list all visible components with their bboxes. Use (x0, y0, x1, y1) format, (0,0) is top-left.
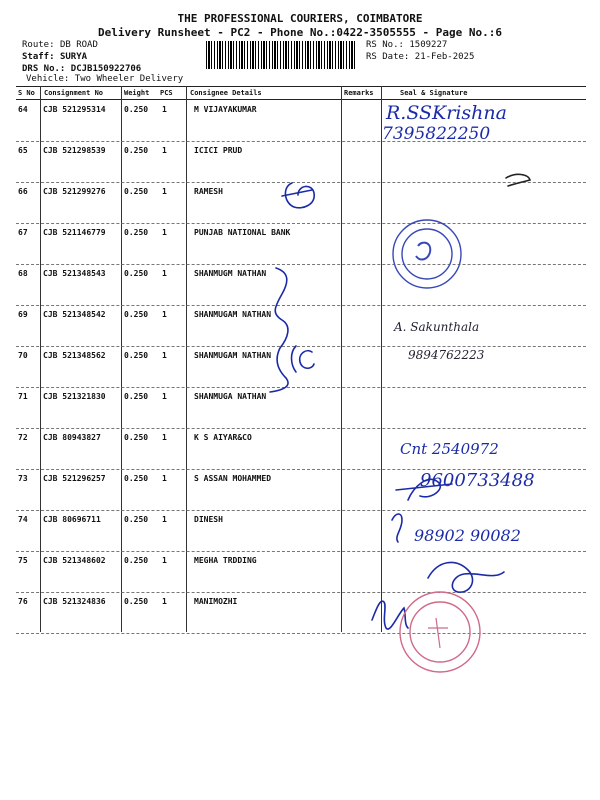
staff-value: SURYA (59, 52, 88, 62)
weight-cell: 0.250 (124, 269, 149, 278)
sno-cell: 75 (18, 556, 28, 565)
weight-cell: 0.250 (124, 392, 149, 401)
sno-cell: 73 (18, 474, 28, 483)
rs-no-value: 1509227 (409, 40, 448, 50)
consignee-cell: K S AIYAR&CO (194, 433, 252, 442)
consignment-cell: CJB 521146779 (43, 228, 106, 237)
signature-66-tail (282, 190, 312, 196)
col-weight: Weight (124, 89, 150, 97)
pcs-cell: 1 (162, 351, 167, 360)
col-consignee: Consignee Details (190, 89, 262, 97)
handwritten-phone-74: 98902 90082 (414, 526, 521, 545)
consignment-cell: CJB 521298539 (43, 146, 106, 155)
weight-cell: 0.250 (124, 146, 149, 155)
signature-74 (392, 514, 402, 542)
bracket-68-71 (270, 268, 288, 392)
col-pcs: PCS (160, 89, 173, 97)
rs-date-value: 21-Feb-2025 (414, 52, 475, 62)
consignee-cell: RAMESH (194, 187, 223, 196)
consignee-cell: SHANMUGAM NATHAN (194, 310, 272, 319)
weight-cell: 0.250 (124, 433, 149, 442)
consignment-cell: CJB 521296257 (43, 474, 106, 483)
col-remarks: Remarks (344, 89, 374, 97)
consignment-cell: CJB 80696711 (43, 515, 101, 524)
drs-value: DCJB150922706 (70, 64, 142, 74)
sno-cell: 68 (18, 269, 28, 278)
company-title: THE PROFESSIONAL COURIERS, COIMBATORE (177, 12, 423, 25)
consignee-cell: ICICI PRUD (194, 146, 243, 155)
sno-cell: 66 (18, 187, 28, 196)
sno-cell: 67 (18, 228, 28, 237)
weight-cell: 0.250 (124, 228, 149, 237)
drs-line: DRS No.: DCJB150922706 (22, 64, 142, 74)
handwritten-phone-64: 7395822250 (382, 124, 491, 144)
pcs-cell: 1 (162, 269, 167, 278)
sno-cell: 69 (18, 310, 28, 319)
vehicle-line: Vehicle: Two Wheeler Delivery (26, 74, 184, 84)
handwritten-phone-73: 9600733488 (420, 470, 535, 491)
weight-cell: 0.250 (124, 310, 149, 319)
consignee-cell: SHANMUGA NATHAN (194, 392, 267, 401)
consignee-cell: MEGHA TRDDING (194, 556, 257, 565)
pcs-cell: 1 (162, 187, 167, 196)
signature-66 (285, 183, 314, 208)
signature-75 (428, 562, 504, 592)
sno-cell: 74 (18, 515, 28, 524)
consignee-cell: M VIJAYAKUMAR (194, 105, 257, 114)
seal-stamp-red (400, 592, 480, 672)
weight-cell: 0.250 (124, 105, 149, 114)
handwritten-name-69: A. Sakunthala (394, 320, 480, 334)
weight-cell: 0.250 (124, 556, 149, 565)
sno-cell: 76 (18, 597, 28, 606)
pcs-cell: 1 (162, 105, 167, 114)
consignee-cell: S ASSAN MOHAMMED (194, 474, 272, 483)
consignment-cell: CJB 80943827 (43, 433, 101, 442)
sno-cell: 71 (18, 392, 28, 401)
consignment-cell: CJB 521348543 (43, 269, 106, 278)
staff-line: Staff: SURYA (22, 52, 88, 62)
weight-cell: 0.250 (124, 474, 149, 483)
signature-66-right (506, 174, 530, 186)
consignee-cell: SHANMUGM NATHAN (194, 269, 267, 278)
weight-cell: 0.250 (124, 515, 149, 524)
pcs-cell: 1 (162, 392, 167, 401)
pcs-cell: 1 (162, 146, 167, 155)
signature-73 (396, 479, 452, 500)
vehicle-value: Two Wheeler Delivery (74, 74, 184, 84)
consignment-cell: CJB 521321830 (43, 392, 106, 401)
pcs-cell: 1 (162, 310, 167, 319)
weight-cell: 0.250 (124, 187, 149, 196)
consignee-cell: SHANMUGAM NATHAN (194, 351, 272, 360)
seal-stamp-blue (393, 220, 461, 288)
sno-cell: 64 (18, 105, 28, 114)
consignment-cell: CJB 521324836 (43, 597, 106, 606)
consignment-cell: CJB 521348542 (43, 310, 106, 319)
consignee-cell: MANIMOZHI (194, 597, 238, 606)
route-line: Route: DB ROAD (22, 40, 98, 50)
sno-cell: 70 (18, 351, 28, 360)
consignment-cell: CJB 521348602 (43, 556, 106, 565)
consignment-cell: CJB 521299276 (43, 187, 106, 196)
pcs-cell: 1 (162, 515, 167, 524)
consignee-cell: DINESH (194, 515, 223, 524)
pcs-cell: 1 (162, 228, 167, 237)
weight-cell: 0.250 (124, 597, 149, 606)
handwritten-note-72: Cnt 2540972 (400, 440, 499, 458)
sno-cell: 65 (18, 146, 28, 155)
weight-cell: 0.250 (124, 351, 149, 360)
col-sno: S No (18, 89, 35, 97)
signature-76 (372, 601, 408, 629)
rs-no-line: RS No.: 1509227 (366, 40, 448, 50)
handwritten-phone-69: 9894762223 (408, 348, 485, 362)
col-consignment: Consignment No (44, 89, 104, 97)
runsheet-subtitle: Delivery Runsheet - PC2 - Phone No.:0422-3505555 - Page No.:6 (98, 26, 502, 39)
handwritten-name-64: R.SSKrishna (386, 102, 507, 124)
pcs-cell: 1 (162, 597, 167, 606)
pcs-cell: 1 (162, 556, 167, 565)
rs-date-line: RS Date: 21-Feb-2025 (366, 52, 475, 62)
col-seal-signature: Seal & Signature (400, 89, 468, 97)
consignment-cell: CJB 521348562 (43, 351, 106, 360)
sno-cell: 72 (18, 433, 28, 442)
route-value: DB ROAD (59, 40, 98, 50)
consignee-cell: PUNJAB NATIONAL BANK (194, 228, 291, 237)
bracket-70 (292, 346, 315, 372)
pcs-cell: 1 (162, 474, 167, 483)
pcs-cell: 1 (162, 433, 167, 442)
consignment-cell: CJB 521295314 (43, 105, 106, 114)
